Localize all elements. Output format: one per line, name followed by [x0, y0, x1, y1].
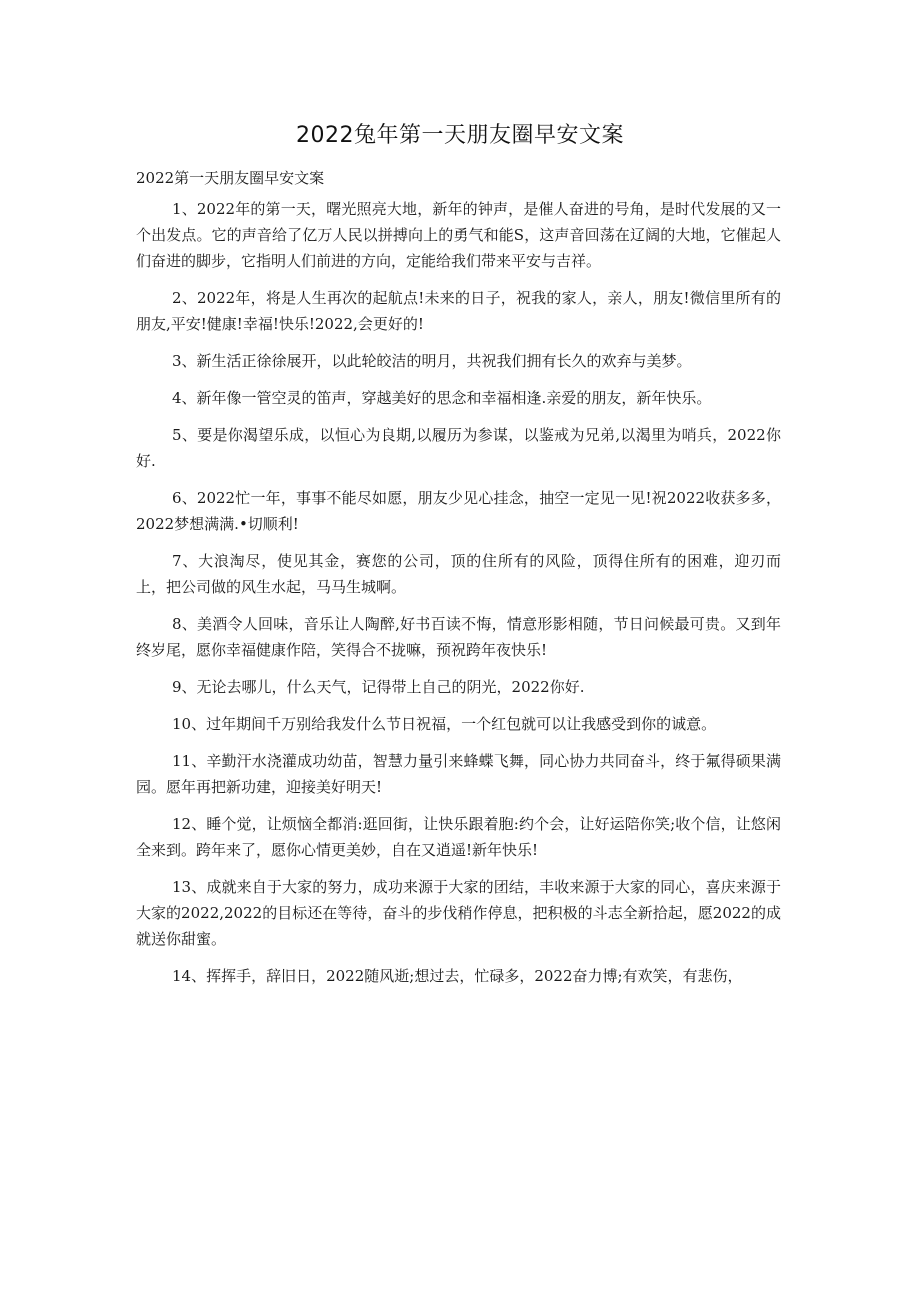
paragraph-4: 4、新年像一管空灵的笛声，穿越美好的思念和幸福相逢.亲爱的朋友，新年快乐。 — [172, 389, 712, 407]
paragraph-8: 8、美酒令人回味，音乐让人陶醉,好书百读不悔，情意形影相随，节日问候最可贵。又到年终岁尾，愿你幸福健康作陪，笑得合不拢嘛，预祝跨年夜快乐! — [136, 615, 781, 659]
document-subtitle: 2022第一天朋友圈早安文案 — [136, 169, 325, 187]
paragraph-6: 6、2022忙一年，事事不能尽如愿，朋友少见心挂念，抽空一定见一见!祝2022收获多多，2022梦想满满.•切顺利! — [136, 489, 781, 533]
paragraph-9: 9、无论去哪儿，什么天气，记得带上自己的阴光，2022你好. — [172, 678, 585, 696]
paragraph-13: 13、成就来自于大家的努力，成功来源于大家的团结，丰收来源于大家的同心，喜庆来源于大家的2022,2022的目标还在等待，奋斗的步伐稍作停息，把积极的斗志全新拾起，愿2022的成就送你甜蜜。 — [136, 878, 781, 948]
paragraph-2: 2、2022年，将是人生再次的起航点!未来的日子，祝我的家人，亲人，朋友!微信里所有的朋友,平安!健康!幸福!快乐!2022,会更好的! — [136, 289, 781, 333]
paragraph-1: 1、2022年的第一天，曙光照亮大地，新年的钟声，是催人奋进的号角，是时代发展的又一个出发点。它的声音给了亿万人民以拼搏向上的勇气和能S，这声音回荡在辽阔的大地，它催起人们奋进的脚步，它指明人们前进的方向，定能给我们带来平安与吉祥。 — [136, 200, 781, 270]
paragraph-7: 7、大浪淘尽，使见其金，赛您的公司，顶的住所有的风险，顶得住所有的困难，迎刃而上，把公司做的风生水起，马马生城啊。 — [136, 552, 781, 596]
paragraph-5: 5、要是你渴望乐成，以恒心为良期,以履历为参谋，以鉴戒为兄弟,以渴里为哨兵，2022你好. — [136, 426, 781, 470]
document-title: 2022兔年第一天朋友圈早安文案 — [296, 123, 624, 148]
paragraph-14: 14、挥挥手，辞旧日，2022随风逝;想过去，忙碌多，2022奋力博;有欢笑，有悲伤， — [172, 967, 743, 985]
document-body — [136, 196, 781, 1000]
paragraph-10: 10、过年期间千万别给我发什么节日祝福，一个红包就可以让我感受到你的诚意。 — [172, 715, 717, 733]
paragraph-3: 3、新生活正徐徐展开，以此轮皎洁的明月，共祝我们拥有长久的欢弃与美梦。 — [172, 352, 692, 370]
paragraph-11: 11、辛勤汗水浇灌成功幼苗，智慧力量引来蜂蝶飞舞，同心协力共同奋斗，终于氟得硕果满园。愿年再把新功建，迎接美好明天! — [136, 752, 781, 796]
paragraph-12: 12、睡个觉，让烦恼全都消:逛回街，让快乐跟着胞:约个会，让好运陪你笑;收个信，让悠闲全来到。跨年来了，愿你心情更美妙，自在又逍遥!新年快乐! — [136, 815, 781, 859]
